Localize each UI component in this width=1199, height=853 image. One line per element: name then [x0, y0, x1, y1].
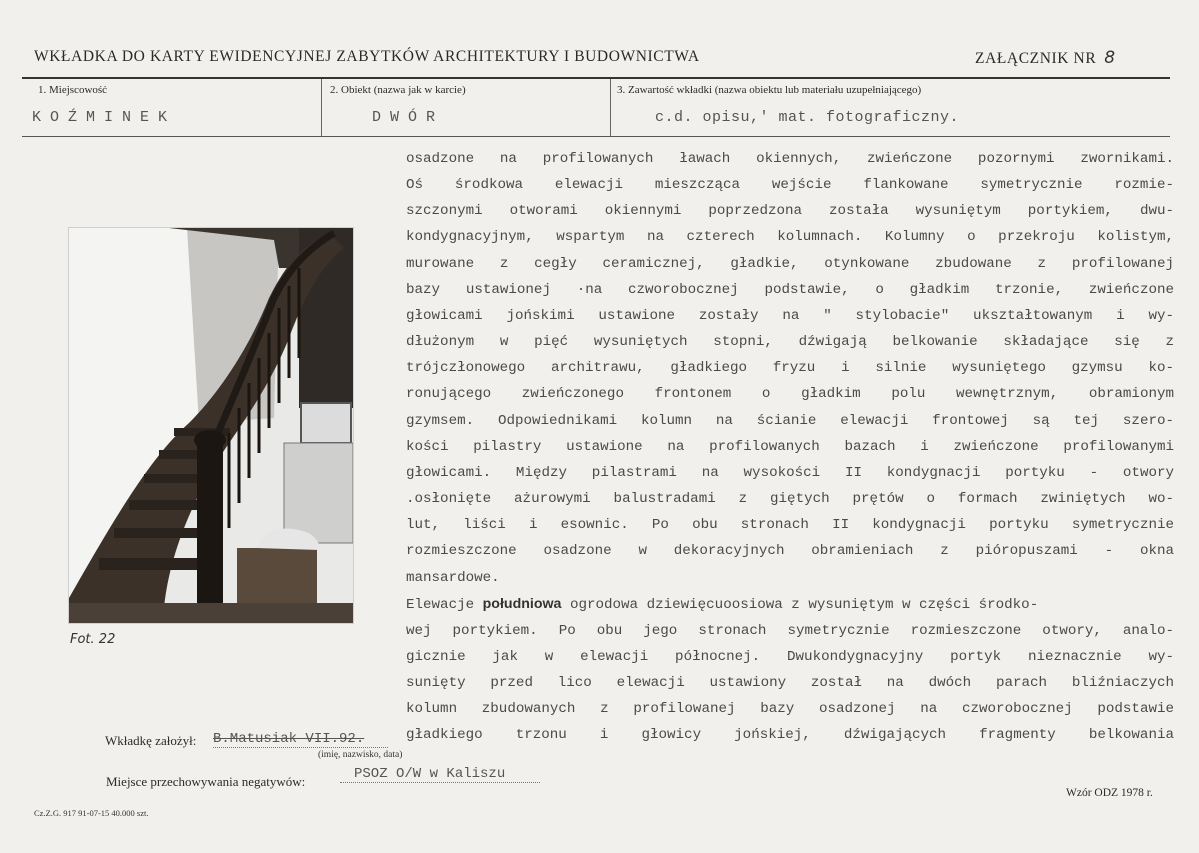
photo-caption: Fot. 22	[70, 632, 116, 647]
text-line: bazy ustawionej ·na czworobocznej podstawie, o gładkim trzonie, zwieńczone	[406, 281, 1174, 298]
contents-label: 3. Zawartość wkładki (nazwa obiektu lub materiału uzupełniającego)	[617, 84, 922, 96]
text-line: Oś środkowa elewacji mieszcząca wejście flankowane symetrycznie rozmie-	[406, 177, 1174, 194]
description-text	[406, 146, 1174, 749]
text-line: głowicami jońskimi ustawione zostały na " stylobacie" ukształtowanym i wy-	[406, 307, 1174, 324]
text-line: kości pilastry ustawione na profilowanych bazach i zwieńczone profilowanymi	[406, 438, 1174, 455]
text-line: gładkiego trzonu i głowicy jońskiej, dźwigających fragmenty belkowania	[406, 727, 1174, 744]
text-line: gzymsem. Odpowiednikami kolumn na ścianie elewacji frontowej są tej szero-	[406, 412, 1174, 429]
text-line: ronującego zwieńczonego frontonem o gładkim polu wewnętrznym, obramionym	[406, 386, 1174, 403]
attachment-label: ZAŁĄCZNIK NR	[975, 50, 1097, 67]
text-line: lut, liści i esownic. Po obu stronach II kondygnacji portyku symetrycznie	[406, 517, 1174, 534]
author-value: B.Matusiak VII.92.	[213, 731, 388, 748]
column-divider	[321, 79, 322, 136]
bold-term: południowa	[482, 595, 562, 612]
attachment-number-value: 8	[1104, 48, 1116, 68]
text-line: kondygnacyjnym, wspartym na czterech kolumnach. Kolumny o przekroju kolistym,	[406, 229, 1174, 246]
attachment-number	[975, 48, 1116, 68]
locality-value: KOŹMINEK	[32, 109, 177, 126]
column-divider	[610, 79, 611, 136]
field-row-rule	[22, 136, 1170, 137]
locality-label: 1. Miejscowość	[38, 84, 108, 96]
text-line: głowicami. Między pilastrami na wysokości II kondygnacji portyku - otwory	[406, 464, 1174, 481]
author-hint: (imię, nazwisko, data)	[318, 750, 403, 760]
text-line: wej portykiem. Po obu jego stronach symetrycznie rozmieszczone otwory, analo-	[406, 622, 1174, 639]
form-model: Wzór ODZ 1978 r.	[1066, 787, 1153, 799]
text-line: trójczłonowego architrawu, gładkiego fryzu i silnie wysuniętego gzymsu ko-	[406, 360, 1174, 377]
text-line: murowane z cegły ceramicznej, gładkie, otynkowane zbudowane z profilowanej	[406, 255, 1174, 272]
text-line: .osłonięte ażurowymi balustradami z giętych prętów o formach zwiniętych wo-	[406, 491, 1174, 508]
text-line: gicznie jak w elewacji północnej. Dwukondygnacyjny portyk nieznacznie wy-	[406, 648, 1174, 665]
staircase-illustration	[69, 228, 353, 623]
text-line: kolumn zbudowanych z profilowanej bazy osadzonej na czworobocznej podstawie	[406, 701, 1174, 718]
object-label: 2. Obiekt (nazwa jak w karcie)	[330, 84, 466, 96]
header-rule	[22, 77, 1170, 79]
print-info: Cz.Z.G. 917 91-07-15 40.000 szt.	[34, 808, 149, 818]
text-line: dłużonym w pięć wysuniętych stopni, dźwigają belkowanie składające się z	[406, 334, 1174, 351]
staircase-photo	[68, 227, 354, 624]
text-line: sunięty przed lico elewacji ustawiony został na dwóch parach bliźniaczych	[406, 675, 1174, 692]
storage-value: PSOZ O/W w Kaliszu	[340, 766, 540, 783]
author-label: Wkładkę założył:	[105, 733, 197, 748]
storage-label: Miejsce przechowywania negatywów:	[106, 774, 306, 789]
text-line: osadzone na profilowanych ławach okiennych, zwieńczone pozornymi zwornikami.	[406, 151, 1174, 167]
contents-value: c.d. opisu,' mat. fotograficzny.	[655, 109, 960, 126]
text-fragment: ogrodowa dziewięcuoosiowa z wysuniętym w części środko-	[561, 596, 1039, 613]
text-fragment: Elewacje	[406, 596, 483, 613]
text-line: rozmieszczone osadzone w dekoracyjnych obramieniach z pióropuszami - okna	[406, 543, 1174, 560]
object-value: DWÓR	[372, 109, 445, 126]
text-line: mansardowe.	[406, 569, 500, 586]
text-line: szczonymi otworami okiennymi poprzedzona została wysuniętym portykiem, dwu-	[406, 203, 1174, 220]
form-title: WKŁADKA DO KARTY EWIDENCYJNEJ ZABYTKÓW ARCHITEKTURY I BUDOWNICTWA	[34, 48, 700, 65]
text-line-south	[406, 591, 1174, 618]
